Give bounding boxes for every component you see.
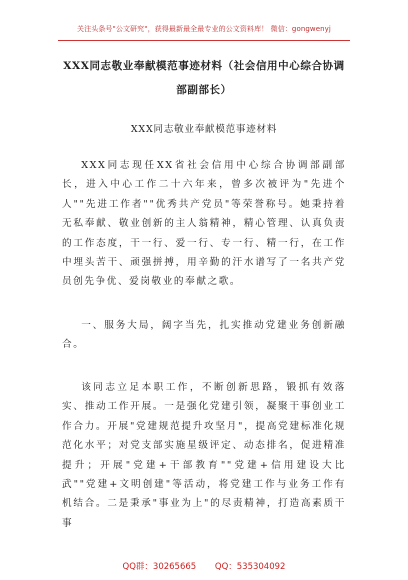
- document-subtitle: XXX同志敬业奉献模范事迹材料: [130, 124, 278, 135]
- footer-contact: [0, 560, 408, 572]
- footer-qq-group: QQ群：30265665: [122, 562, 197, 572]
- paragraph-text: XXX同志现任XX省社会信用中心综合协调部副部长，进入中心工作二十六年来，曾多次被评为"先进个人""先进工作者""优秀共产党员"等荣誉称号。她秉持着无私奉献、敬业创新的主人翁精神，精心管理、认真负责的工作态度，干一行、爱一行、专一行、精一行，在工作中埋头苦干、顽强拼搏，用辛勤的汗水谱写了一名共产党员创先争优、爱岗敬业的奉献之歌。: [62, 160, 346, 288]
- header-divider: [58, 40, 350, 41]
- body-paragraph-1: [62, 156, 346, 292]
- body-paragraph-3: [62, 378, 346, 533]
- paragraph-text: 该同志立足本职工作，不断创新思路，锻抓有效落实、推动工作开展。一是强化党建引领，凝聚干事创业工作合力。开展"党建规范提升攻坚月"，提高党建标准化规范化水平；对党支部实施星级评定、动态排名，促进精准提升；开展"党建+干部教育""党建+信用建设大比武""党建+文明创建"等活动，将党建工作与业务工作有机结合。二是秉承"事业为上"的尽责精神，打造高素质干事: [62, 382, 346, 529]
- footer-qq-number: QQ：535304092: [214, 562, 286, 572]
- section-heading: 一、服务大局，阔字当先，扎实推动党建业务创新融合。: [62, 320, 346, 351]
- body-paragraph-2: [62, 316, 346, 355]
- header-banner: 关注头条号"公文研究"，获得最新最全最专业的公文资料库！ 微信：gongwenyj: [77, 25, 331, 33]
- document-title: XXX同志敬业奉献模范事迹材料（社会信用中心综合协调部副部长）: [63, 60, 345, 96]
